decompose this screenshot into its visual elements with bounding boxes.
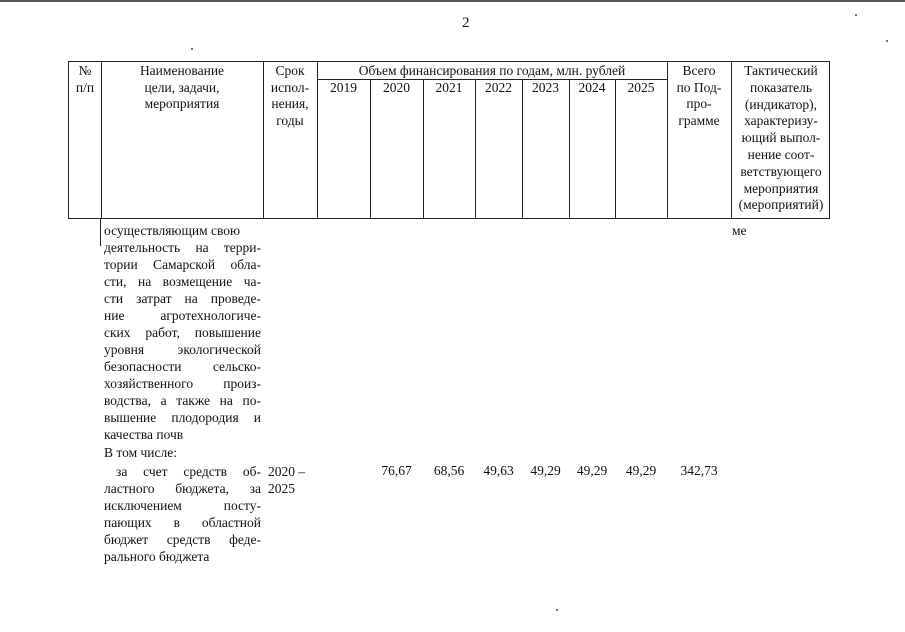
value-2024: 49,29 (576, 463, 608, 478)
row-description: за счет средств об- ластного бюджета, за исключением посту- пающих в областной бюджет средств феде- рального бюджета (104, 464, 261, 564)
scan-speck (556, 609, 558, 611)
top-rule (0, 0, 905, 2)
header-indicator: Тактический показатель (индикатор), характеризу- ющий выпол- нение соот- ветствующего мероприятия (мероприятий) (738, 63, 824, 213)
value-2021: 68,56 (433, 463, 465, 478)
header-num: № п/п (75, 63, 95, 95)
scan-speck (191, 48, 193, 50)
activity-description: осуществляющим свою деятельность на терри- тории Самарской обла- сти, на возмещение ча- сти затрат на проведе- ние агротехнологиче- ских работ, повышение уровня экологической безопасности сельско- хозяйственного произ- водства, а также на по- вышение плодородия и качества почв (104, 223, 261, 442)
subheading: В том числе: (104, 445, 177, 460)
column-divider (100, 219, 101, 246)
value-2020: 76,67 (381, 463, 412, 478)
scan-speck (855, 14, 857, 16)
value-2023: 49,29 (530, 463, 561, 478)
header-year: 2020 (383, 80, 410, 95)
header-year: 2023 (532, 80, 559, 95)
header-year: 2022 (485, 80, 512, 95)
indicator-continuation: ме (732, 223, 747, 238)
value-2022: 49,63 (483, 463, 514, 478)
header-funding-title: Объем финансирования по годам, млн. рублей (358, 63, 626, 78)
row-term: 2020 – 2025 (268, 464, 306, 496)
header-year: 2024 (578, 80, 606, 95)
page-number: 2 (462, 15, 470, 31)
table-header (68, 61, 830, 219)
header-term: Срок испол- нения, годы (270, 63, 310, 128)
header-total: Всего по Под- про- грамме (676, 63, 722, 128)
header-year: 2025 (627, 80, 655, 95)
header-year: 2019 (330, 80, 357, 95)
value-2025: 49,29 (625, 463, 657, 478)
header-name: Наименование цели, задачи, мероприятия (139, 63, 225, 111)
value-total: 342,73 (680, 463, 718, 478)
header-year: 2021 (435, 80, 463, 95)
scan-speck (886, 40, 888, 42)
